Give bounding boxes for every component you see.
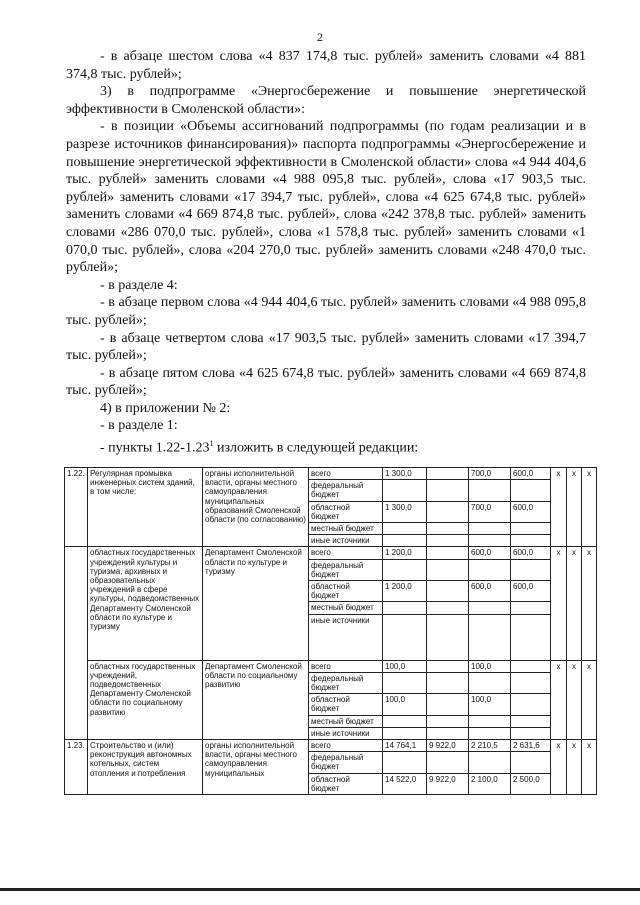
table-row	[65, 740, 597, 752]
paragraph: - в позиции «Объемы ассигнований подпрограммы (по годам реализации и в разрезе источников финансирования)» паспорта подпрограммы «Энергосбережение и повышение энергетической эффективности в Смоленской области» слова «4 944 404,6 тыс. рублей» заменить словами «4 988 095,8 тыс. рублей», слова «17 903,5 тыс. рублей» заменить словами «17 394,7 тыс. рублей», слова «4 625 674,8 тыс. рублей» заменить словами «4 669 874,8 тыс. рублей», слова «242 378,8 тыс. рублей» заменить словами «286 070,0 тыс. рублей», слова «1 578,8 тыс. рублей» заменить словами «1 070,0 тыс. рублей», слова «204 270,0 тыс. рублей» заменить словами «248 470,0 тыс. рублей»;	[66, 119, 586, 276]
cell-value: 1 200,0	[383, 581, 427, 602]
program-table	[64, 467, 597, 795]
cell-x: x	[551, 468, 567, 547]
cell-source: всего	[309, 660, 383, 672]
cell-value: 9 922,0	[427, 773, 469, 794]
table-row	[65, 468, 597, 480]
cell-source: местный бюджет	[309, 602, 383, 614]
paragraph: - в абзаце четвертом слова «17 903,5 тыс. рублей» заменить словами «17 394,7 тыс. рублей»;	[66, 330, 586, 364]
cell-x: x	[551, 660, 567, 739]
cell-value: 600,0	[469, 581, 511, 602]
cell-source: областной бюджет	[309, 501, 383, 522]
cell-num: 1.23.	[65, 740, 88, 795]
cell-source: федеральный бюджет	[309, 480, 383, 501]
cell-name: областных государственных учреждений, подведомственных Департаменту Смоленской области по социальному развитию	[88, 660, 203, 739]
cell-value: 9 922,0	[427, 740, 469, 752]
cell-value	[427, 468, 469, 480]
points-superscript: 1	[209, 439, 214, 449]
cell-value: 2 210,5	[469, 740, 511, 752]
cell-value: 2 631,6	[511, 740, 551, 752]
cell-name: Строительство и (или) реконструкция автономных котельных, систем отопления и потребления	[88, 740, 203, 795]
table-row	[65, 547, 597, 559]
cell-source: областной бюджет	[309, 773, 383, 794]
cell-x: x	[567, 740, 582, 795]
cell-executor: органы исполнительной власти, органы местного самоуправления муниципальных	[203, 740, 309, 795]
cell-value: 600,0	[469, 547, 511, 559]
cell-value: 1 200,0	[383, 547, 427, 559]
points-text: - пункты 1.22-1.23	[100, 440, 210, 456]
cell-source: иные источники	[309, 535, 383, 547]
cell-value: 100,0	[383, 660, 427, 672]
page-number: 2	[317, 30, 323, 44]
cell-x: x	[582, 547, 597, 660]
page-bottom-rule	[0, 888, 640, 891]
cell-x: x	[551, 547, 567, 660]
paragraph: 3) в подпрограмме «Энергосбережение и повышение энергетической эффективности в Смоленской области»:	[66, 84, 586, 117]
table-row	[65, 660, 597, 672]
cell-source: федеральный бюджет	[309, 752, 383, 773]
cell-source: областной бюджет	[309, 581, 383, 602]
cell-value: 600,0	[511, 468, 551, 480]
cell-value: 2 100,0	[469, 773, 511, 794]
cell-value: 100,0	[469, 660, 511, 672]
cell-x: x	[582, 468, 597, 547]
cell-source: иные источники	[309, 614, 383, 660]
cell-source: всего	[309, 468, 383, 480]
cell-num	[65, 547, 88, 660]
cell-num: 1.22.	[65, 468, 88, 547]
cell-source: всего	[309, 740, 383, 752]
cell-x: x	[582, 740, 597, 795]
cell-name: Регулярная промывка инженерных систем зданий, в том числе:	[88, 468, 203, 547]
cell-executor: органы исполнительной власти, органы местного самоуправления муниципальных образований Смоленской области (по согласованию)	[203, 468, 309, 547]
cell-x: x	[582, 660, 597, 739]
cell-source: местный бюджет	[309, 715, 383, 727]
cell-x: x	[567, 468, 582, 547]
paragraph: - в абзаце шестом слова «4 837 174,8 тыс. рублей» заменить словами «4 881 374,8 тыс. рублей»;	[66, 49, 586, 82]
cell-executor: Департамент Смоленской области по культуре и туризму	[203, 547, 309, 660]
cell-source: всего	[309, 547, 383, 559]
cell-source: местный бюджет	[309, 523, 383, 535]
paragraph: - в абзаце пятом слова «4 625 674,8 тыс. рублей» заменить словами «4 669 874,8 тыс. рублей»;	[66, 365, 586, 399]
cell-value: 700,0	[469, 468, 511, 480]
cell-x: x	[567, 660, 582, 739]
cell-value: 14 764,1	[383, 740, 427, 752]
cell-value: 700,0	[469, 501, 511, 522]
cell-executor: Департамент Смоленской области по социальному развитию	[203, 660, 309, 739]
cell-source: федеральный бюджет	[309, 672, 383, 693]
cell-value: 2 500,0	[511, 773, 551, 794]
cell-value: 600,0	[511, 547, 551, 559]
cell-value: 100,0	[469, 694, 511, 715]
document-body	[66, 48, 586, 457]
cell-num	[65, 660, 88, 739]
paragraph-points	[66, 435, 586, 457]
cell-value: 1 300,0	[383, 501, 427, 522]
paragraph: - в разделе 1:	[100, 418, 178, 434]
cell-value: 600,0	[511, 501, 551, 522]
points-text-end: изложить в следующей редакции:	[213, 440, 419, 456]
paragraph: 4) в приложении № 2:	[100, 400, 231, 416]
cell-source: иные источники	[309, 727, 383, 739]
cell-x: x	[567, 547, 582, 660]
paragraph: - в абзаце первом слова «4 944 404,6 тыс. рублей» заменить словами «4 988 095,8 тыс. рублей»;	[66, 295, 586, 328]
paragraph: - в разделе 4:	[100, 277, 178, 293]
cell-value: 14 522,0	[383, 773, 427, 794]
cell-source: федеральный бюджет	[309, 559, 383, 580]
cell-name: областных государственных учреждений культуры и туризма, архивных и образовательных учреждений в сфере культуры, подведомственных Департаменту Смоленской области по культуре и туризму	[88, 547, 203, 660]
cell-value: 100,0	[383, 694, 427, 715]
cell-value: 1 300,0	[383, 468, 427, 480]
cell-x: x	[551, 740, 567, 795]
cell-value: 600,0	[511, 581, 551, 602]
cell-source: областной бюджет	[309, 694, 383, 715]
